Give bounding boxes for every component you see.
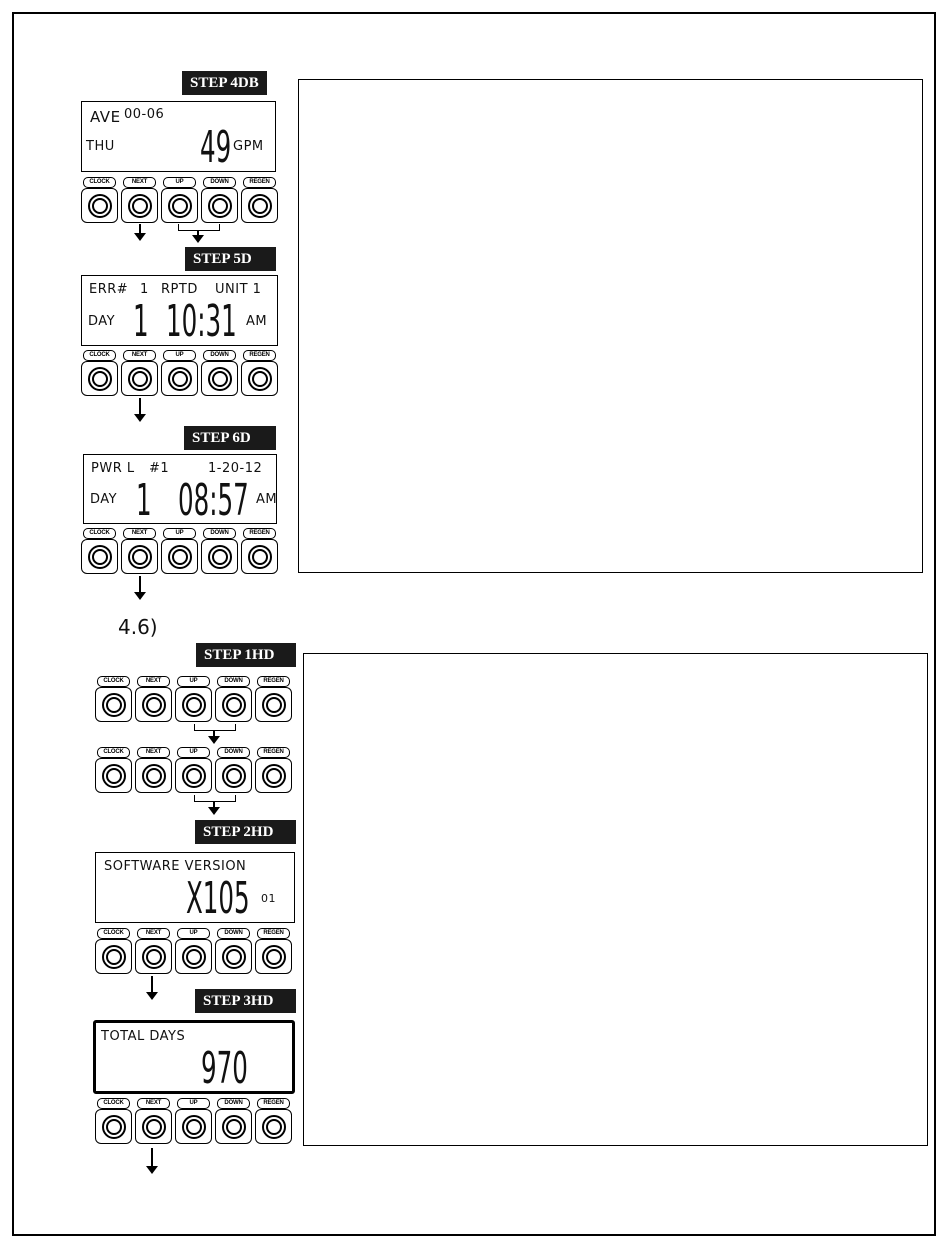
- regen-button[interactable]: REGEN: [241, 177, 278, 223]
- lcd-time: 10:31: [166, 296, 237, 347]
- up-button[interactable]: UP: [161, 528, 198, 574]
- step-3hd-badge: STEP 3HD: [195, 989, 296, 1013]
- lcd-version: X105: [186, 873, 250, 924]
- lcd-day-label: THU: [86, 139, 115, 154]
- next-button[interactable]: NEXT: [121, 350, 158, 396]
- down-arrow-icon: [134, 224, 146, 241]
- next-button[interactable]: NEXT: [135, 928, 172, 974]
- up-button[interactable]: UP: [175, 928, 212, 974]
- down-button[interactable]: DOWN: [215, 928, 252, 974]
- clock-button[interactable]: CLOCK: [81, 350, 118, 396]
- lcd-rptd-label: RPTD: [161, 282, 198, 297]
- up-button[interactable]: UP: [175, 1098, 212, 1144]
- next-button[interactable]: NEXT: [135, 676, 172, 722]
- lcd-flow-value: 49: [200, 122, 232, 173]
- up-button[interactable]: UP: [161, 350, 198, 396]
- lcd-unit: GPM: [233, 139, 264, 154]
- regen-button[interactable]: REGEN: [255, 676, 292, 722]
- next-button[interactable]: NEXT: [121, 177, 158, 223]
- down-button[interactable]: DOWN: [215, 747, 252, 793]
- clock-button[interactable]: CLOCK: [81, 528, 118, 574]
- lcd-day-number: 1: [133, 296, 149, 347]
- lcd-day-label: DAY: [88, 314, 116, 329]
- lcd-day-number: 1: [136, 475, 152, 526]
- lcd-revision: 01: [261, 892, 276, 905]
- regen-button[interactable]: REGEN: [255, 1098, 292, 1144]
- step-4db-badge: STEP 4DB: [182, 71, 267, 95]
- down-arrow-icon: [192, 230, 204, 243]
- button-panel: [81, 177, 278, 223]
- button-panel: [81, 350, 278, 396]
- down-arrow-icon: [208, 730, 220, 744]
- lcd-err-number: 1: [140, 282, 149, 297]
- step-4db-display: [81, 101, 276, 172]
- lcd-date: 1-20-12: [208, 461, 263, 476]
- down-button[interactable]: DOWN: [215, 1098, 252, 1144]
- button-panel: [81, 528, 278, 574]
- regen-button[interactable]: REGEN: [241, 528, 278, 574]
- down-button[interactable]: DOWN: [201, 528, 238, 574]
- step-6d-display: [83, 454, 277, 524]
- down-arrow-icon: [134, 576, 146, 600]
- step-5d-badge: STEP 5D: [185, 247, 276, 271]
- clock-button[interactable]: CLOCK: [95, 1098, 132, 1144]
- step-2hd-display: [95, 852, 295, 923]
- regen-button[interactable]: REGEN: [241, 350, 278, 396]
- step-instructions-box: [298, 79, 923, 573]
- lcd-range: 00-06: [124, 107, 165, 122]
- down-arrow-icon: [208, 801, 220, 815]
- clock-button[interactable]: CLOCK: [95, 928, 132, 974]
- up-button[interactable]: UP: [161, 177, 198, 223]
- lcd-am-label: AM: [246, 314, 268, 329]
- down-arrow-icon: [146, 1148, 158, 1174]
- down-button[interactable]: DOWN: [201, 350, 238, 396]
- lcd-time: 08:57: [178, 475, 249, 526]
- clock-button[interactable]: CLOCK: [81, 177, 118, 223]
- lcd-software-label: SOFTWARE VERSION: [104, 859, 247, 874]
- lcd-total-days-value: 970: [201, 1043, 248, 1094]
- next-button[interactable]: NEXT: [121, 528, 158, 574]
- regen-button[interactable]: REGEN: [255, 928, 292, 974]
- step-3hd-display: [93, 1020, 295, 1094]
- step-2hd-badge: STEP 2HD: [195, 820, 296, 844]
- lcd-total-days-label: TOTAL DAYS: [101, 1029, 186, 1044]
- clock-button[interactable]: CLOCK: [95, 747, 132, 793]
- button-panel: [95, 747, 292, 793]
- down-button[interactable]: DOWN: [201, 177, 238, 223]
- lcd-pwr-label: PWR L: [91, 461, 135, 476]
- lcd-pwr-number: #1: [149, 461, 170, 476]
- lcd-day-label: DAY: [90, 492, 118, 507]
- lcd-ave-label: AVE: [90, 108, 121, 126]
- clock-button[interactable]: CLOCK: [95, 676, 132, 722]
- section-number: 4.6): [118, 615, 158, 639]
- button-panel: [95, 928, 292, 974]
- lcd-err-label: ERR#: [89, 282, 129, 297]
- down-arrow-icon: [134, 398, 146, 422]
- step-1hd-badge: STEP 1HD: [196, 643, 296, 667]
- step-instructions-box: [303, 653, 928, 1146]
- lcd-am-label: AM: [256, 492, 278, 507]
- step-5d-display: [81, 275, 278, 346]
- regen-button[interactable]: REGEN: [255, 747, 292, 793]
- button-panel: [95, 1098, 292, 1144]
- lcd-unit-label: UNIT 1: [215, 282, 262, 297]
- down-arrow-icon: [146, 976, 158, 1000]
- button-panel: [95, 676, 292, 722]
- next-button[interactable]: NEXT: [135, 747, 172, 793]
- up-button[interactable]: UP: [175, 676, 212, 722]
- down-button[interactable]: DOWN: [215, 676, 252, 722]
- up-button[interactable]: UP: [175, 747, 212, 793]
- next-button[interactable]: NEXT: [135, 1098, 172, 1144]
- step-6d-badge: STEP 6D: [184, 426, 276, 450]
